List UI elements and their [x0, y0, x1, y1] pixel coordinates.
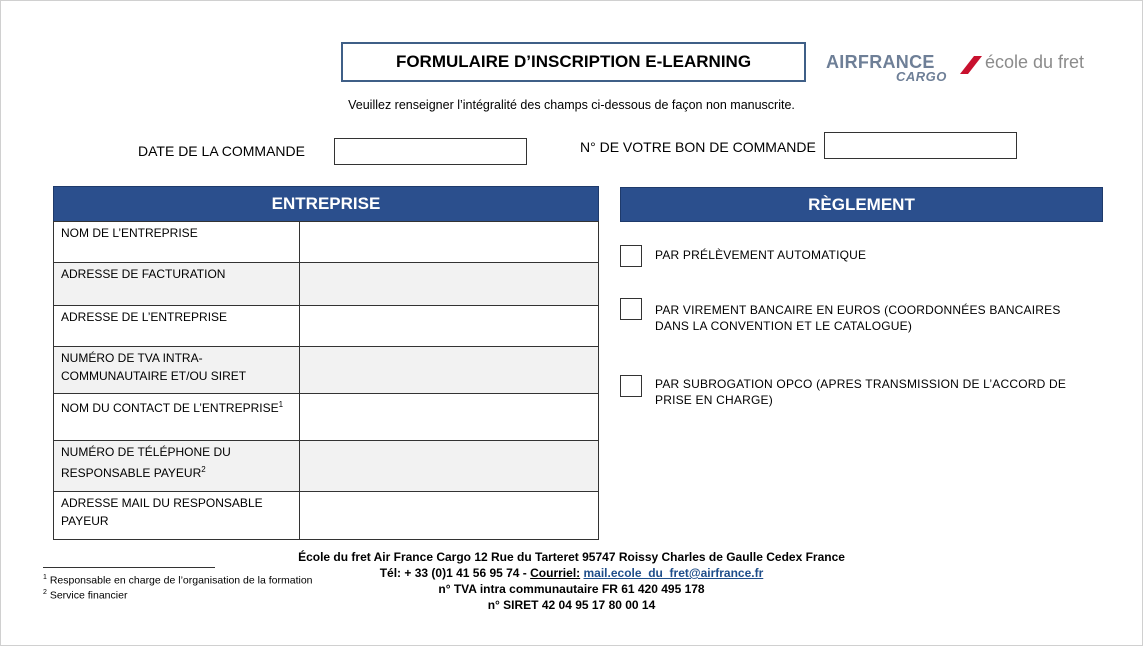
footer-address: École du fret Air France Cargo 12 Rue du Tarteret 95747 Roissy Charles de Gaulle Cedex France [298, 550, 845, 564]
row-label: NUMÉRO DE TÉLÉPHONE DU RESPONSABLE PAYEUR$^2$ [54, 441, 300, 492]
table-row [54, 347, 599, 394]
date-label: DATE DE LA COMMANDE [138, 143, 305, 159]
table-row [54, 263, 599, 306]
table-row [54, 222, 599, 263]
date-field[interactable] [334, 138, 527, 165]
contact-name-field[interactable] [300, 394, 599, 441]
company-address-field[interactable] [300, 306, 599, 347]
footnote-1: $^1$ Responsable en charge de l’organisation de la formation [43, 574, 313, 587]
payer-email-field[interactable] [300, 492, 599, 540]
vat-siret-field[interactable] [300, 347, 599, 394]
row-label: ADRESSE DE FACTURATION [54, 263, 300, 306]
row-label: ADRESSE DE L’ENTREPRISE [54, 306, 300, 347]
airfrance-cargo-logo [826, 50, 1116, 90]
footer-contact: Tél: + 33 (0)1 41 56 95 74 - Courriel: mail.ecole_du_fret@airfrance.fr [379, 566, 764, 580]
payer-phone-field[interactable] [300, 441, 599, 492]
table-row [54, 492, 599, 540]
billing-address-field[interactable] [300, 263, 599, 306]
logo-ecole: école du fret [985, 52, 1085, 72]
option-virement-label: PAR VIREMENT BANCAIRE EN EUROS (COORDONNÉES BANCAIRES DANS LA CONVENTION ET LE CATALOGUE) [655, 303, 1061, 333]
checkbox-subrogation[interactable] [620, 375, 642, 397]
row-label: NUMÉRO DE TVA INTRA-COMMUNAUTAIRE ET/OU SIRET [54, 347, 300, 394]
option-prelevement-label: PAR PRÉLÈVEMENT AUTOMATIQUE [655, 248, 867, 262]
airfrance-stripe-icon [960, 56, 982, 74]
checkbox-prelevement[interactable] [620, 245, 642, 267]
entreprise-table [53, 221, 599, 540]
logo-sub: CARGO [896, 69, 947, 84]
email-link[interactable]: mail.ecole_du_fret@airfrance.fr [583, 566, 764, 580]
entreprise-header: ENTREPRISE [53, 186, 599, 222]
table-row [54, 441, 599, 492]
footer-tva: n° TVA intra communautaire FR 61 420 495 178 [438, 582, 705, 596]
reglement-header: RÈGLEMENT [620, 187, 1103, 222]
logo-brand: AIRFRANCE [826, 52, 935, 72]
form-title: FORMULAIRE D’INSCRIPTION E-LEARNING [341, 42, 806, 82]
table-row [54, 306, 599, 347]
company-name-field[interactable] [300, 222, 599, 263]
order-number-label: N° DE VOTRE BON DE COMMANDE [580, 139, 816, 155]
row-label: NOM DU CONTACT DE L’ENTREPRISE$^1$ [54, 394, 300, 441]
table-row [54, 394, 599, 441]
row-label: NOM DE L’ENTREPRISE [54, 222, 300, 263]
footnote-2: $^2$ Service financier [43, 589, 128, 602]
footer-siret: n° SIRET 42 04 95 17 80 00 14 [487, 598, 656, 612]
row-label: ADRESSE MAIL DU RESPONSABLE PAYEUR [54, 492, 300, 540]
checkbox-virement[interactable] [620, 298, 642, 320]
instructions-text: Veuillez renseigner l’intégralité des champs ci-dessous de façon non manuscrite. [348, 98, 795, 112]
option-subrogation-label: PAR SUBROGATION OPCO (APRES TRANSMISSION DE L’ACCORD DE PRISE EN CHARGE) [655, 377, 1067, 407]
order-number-field[interactable] [824, 132, 1017, 159]
